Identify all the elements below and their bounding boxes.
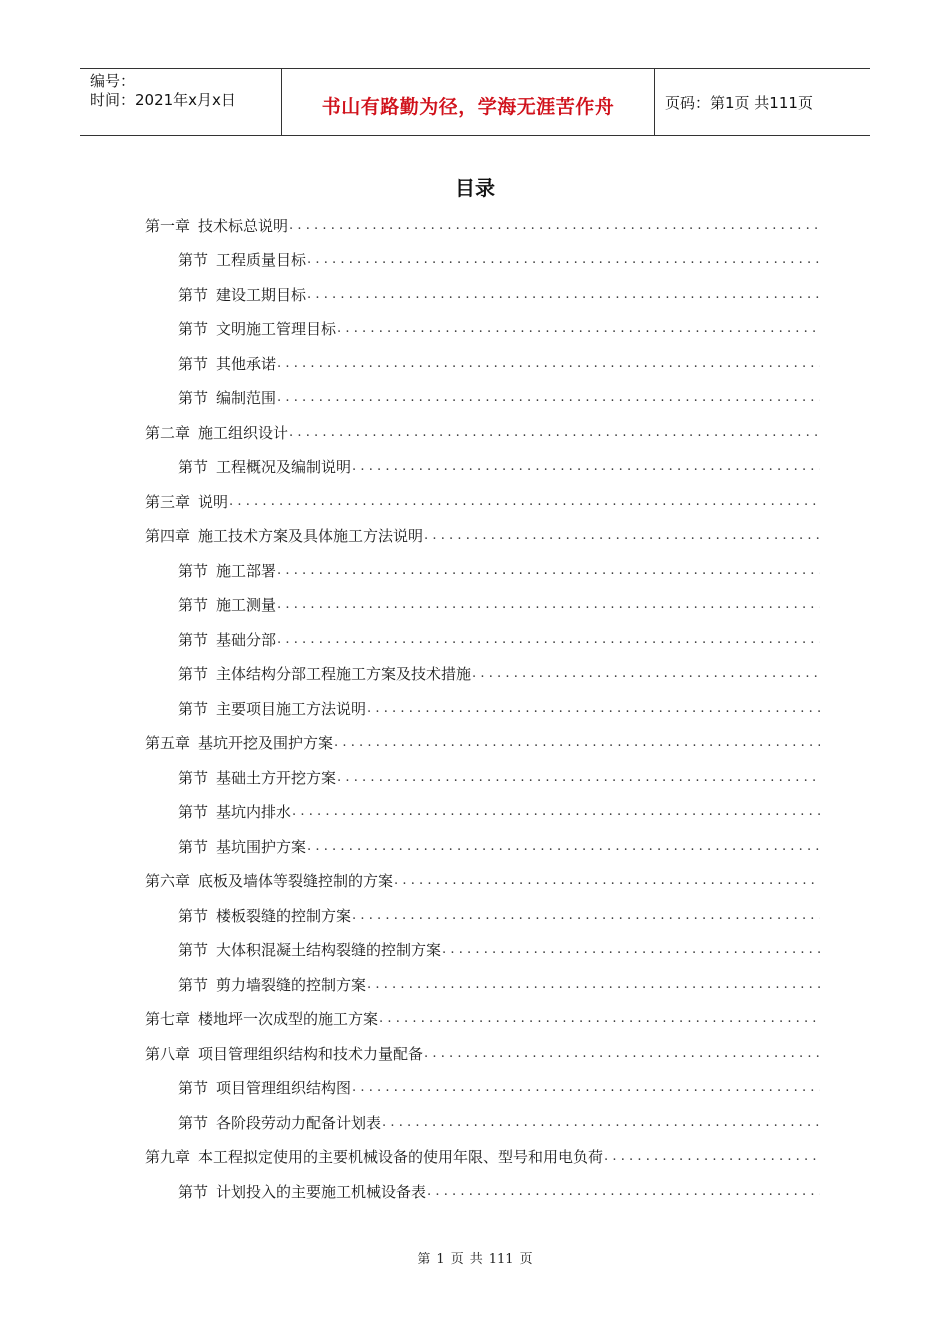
toc-entry-label [178,353,276,374]
toc-chapter-entry[interactable] [145,726,820,761]
toc-dot-leader [292,804,820,819]
toc-entry-number: 第节 [178,906,209,925]
document-number-label: 编号： [90,72,136,90]
toc-entry-number: 第三章 [145,492,191,511]
toc-dot-leader [424,528,820,543]
toc-section-entry[interactable] [145,622,820,657]
toc-entry-label [178,284,306,305]
toc-dot-leader [442,942,820,957]
toc-entry-text: 文明施工管理目标 [216,320,337,339]
toc-entry-label [145,870,393,891]
toc-dot-leader [352,1080,820,1095]
toc-dot-leader [352,459,820,474]
toc-entry-number: 第五章 [145,734,191,753]
page-header-table [80,68,870,136]
toc-entry-label [178,1077,351,1098]
toc-chapter-entry[interactable] [145,519,820,554]
toc-entry-text: 工程概况及编制说明 [216,458,352,477]
toc-entry-label [178,387,276,408]
toc-entry-text: 底板及墙体等裂缝控制的方案 [198,872,394,891]
toc-entry-number: 第节 [178,285,209,304]
toc-entry-text: 大体积混凝土结构裂缝的控制方案 [216,941,442,960]
toc-chapter-entry[interactable] [145,1036,820,1071]
toc-entry-text: 计划投入的主要施工机械设备表 [216,1182,427,1201]
toc-entry-text: 基础分部 [216,630,277,649]
toc-section-entry[interactable] [145,450,820,485]
footer-prefix: 第 [417,1252,431,1267]
toc-entry-text: 项目管理组织结构图 [216,1079,352,1098]
toc-section-entry[interactable] [145,657,820,692]
toc-dot-leader [337,321,820,336]
toc-entry-label [178,801,291,822]
toc-section-entry[interactable] [145,553,820,588]
toc-entry-label [178,974,366,995]
toc-dot-leader [367,977,820,992]
toc-entry-text: 其他承诺 [216,354,277,373]
toc-dot-leader [382,1115,820,1130]
toc-entry-text: 施工组织设计 [198,423,289,442]
toc-entry-label [178,1112,381,1133]
toc-entry-number: 第六章 [145,872,191,891]
toc-section-entry[interactable] [145,829,820,864]
toc-dot-leader [427,1184,820,1199]
header-motto-cell [282,69,655,135]
toc-section-entry[interactable] [145,760,820,795]
toc-entry-text: 基坑开挖及围护方案 [198,734,334,753]
toc-dot-leader [394,873,820,888]
toc-section-entry[interactable] [145,381,820,416]
toc-entry-text: 技术标总说明 [198,216,289,235]
toc-dot-leader [472,666,820,681]
toc-dot-leader [277,632,820,647]
toc-section-entry[interactable] [145,1071,820,1106]
toc-entry-label [178,629,276,650]
toc-entry-label [178,1181,426,1202]
toc-section-entry[interactable] [145,277,820,312]
toc-entry-label [178,663,471,684]
footer-total-pages: 111 [488,1252,514,1267]
table-of-contents [145,208,820,1209]
toc-entry-number: 第节 [178,699,209,718]
toc-section-entry[interactable] [145,1174,820,1209]
toc-dot-leader [307,252,820,267]
toc-chapter-entry[interactable] [145,1002,820,1037]
toc-dot-leader [229,494,820,509]
toc-entry-label [178,594,276,615]
toc-entry-text: 施工部署 [216,561,277,580]
toc-entry-label [145,732,333,753]
toc-entry-text: 基础土方开挖方案 [216,768,337,787]
toc-dot-leader [277,356,820,371]
toc-entry-number: 第节 [178,320,209,339]
toc-entry-text: 工程质量目标 [216,251,307,270]
header-motto: 书山有路勤为径，学海无涯苦作舟 [321,95,615,118]
toc-section-entry[interactable] [145,312,820,347]
toc-entry-text: 施工技术方案及具体施工方法说明 [198,527,424,546]
footer-suffix: 页 [519,1252,533,1267]
document-date-label: 时间：2021年x月x日 [90,91,236,109]
toc-section-entry[interactable] [145,933,820,968]
toc-section-entry[interactable] [145,346,820,381]
toc-entry-label [145,1146,603,1167]
toc-entry-label [145,1008,378,1029]
toc-entry-number: 第节 [178,561,209,580]
toc-entry-number: 第节 [178,941,209,960]
toc-dot-leader [277,390,820,405]
toc-entry-label [178,560,276,581]
toc-entry-label [178,767,336,788]
toc-entry-label [145,491,228,512]
toc-dot-leader [289,218,820,233]
toc-entry-label [178,249,306,270]
toc-entry-label [145,525,423,546]
toc-entry-number: 第一章 [145,216,191,235]
header-meta-cell [80,69,282,135]
toc-entry-text: 各阶段劳动力配备计划表 [216,1113,382,1132]
toc-chapter-entry[interactable] [145,1140,820,1175]
toc-entry-label [145,215,288,236]
toc-entry-text: 编制范围 [216,389,277,408]
toc-entry-number: 第节 [178,458,209,477]
footer-total-word: 共 [469,1252,483,1267]
toc-entry-label [178,456,351,477]
toc-section-entry[interactable] [145,243,820,278]
toc-chapter-entry[interactable] [145,864,820,899]
toc-dot-leader [379,1011,820,1026]
toc-entry-number: 第八章 [145,1044,191,1063]
toc-dot-leader [424,1046,820,1061]
toc-entry-label [178,318,336,339]
toc-entry-label [178,698,366,719]
toc-chapter-entry[interactable] [145,208,820,243]
toc-entry-text: 项目管理组织结构和技术力量配备 [198,1044,424,1063]
toc-section-entry[interactable] [145,967,820,1002]
toc-entry-label [145,422,288,443]
toc-entry-text: 楼板裂缝的控制方案 [216,906,352,925]
toc-dot-leader [307,839,820,854]
toc-entry-number: 第节 [178,803,209,822]
toc-entry-text: 建设工期目标 [216,285,307,304]
toc-entry-number: 第节 [178,837,209,856]
toc-entry-text: 主体结构分部工程施工方案及技术措施 [216,665,472,684]
toc-dot-leader [352,908,820,923]
toc-entry-text: 基坑内排水 [216,803,292,822]
toc-entry-number: 第节 [178,630,209,649]
toc-entry-number: 第节 [178,1079,209,1098]
toc-dot-leader [277,597,820,612]
toc-section-entry[interactable] [145,588,820,623]
toc-entry-number: 第节 [178,665,209,684]
toc-section-entry[interactable] [145,691,820,726]
toc-entry-label [178,836,306,857]
toc-entry-number: 第七章 [145,1010,191,1029]
toc-chapter-entry[interactable] [145,415,820,450]
toc-dot-leader [367,701,820,716]
toc-dot-leader [337,770,820,785]
toc-entry-number: 第节 [178,251,209,270]
toc-entry-text: 本工程拟定使用的主要机械设备的使用年限、型号和用电负荷 [198,1148,604,1167]
footer-current-page: 1 [436,1252,445,1267]
toc-entry-text: 施工测量 [216,596,277,615]
page-footer [0,1248,950,1267]
toc-entry-text: 主要项目施工方法说明 [216,699,367,718]
toc-dot-leader [334,735,820,750]
footer-page-word: 页 [450,1252,464,1267]
toc-dot-leader [604,1149,820,1164]
toc-entry-number: 第节 [178,596,209,615]
toc-entry-label [145,1043,423,1064]
toc-section-entry[interactable] [145,795,820,830]
toc-entry-number: 第节 [178,768,209,787]
toc-entry-label [178,939,441,960]
toc-entry-number: 第九章 [145,1148,191,1167]
toc-entry-number: 第四章 [145,527,191,546]
toc-dot-leader [289,425,820,440]
toc-entry-number: 第节 [178,1113,209,1132]
toc-entry-number: 第节 [178,975,209,994]
toc-entry-text: 剪力墙裂缝的控制方案 [216,975,367,994]
header-page-cell [655,69,870,135]
toc-entry-text: 说明 [198,492,229,511]
header-page-label: 页码：第1页 共111页 [665,93,813,112]
toc-dot-leader [277,563,820,578]
toc-dot-leader [307,287,820,302]
toc-entry-number: 第节 [178,354,209,373]
toc-section-entry[interactable] [145,1105,820,1140]
toc-section-entry[interactable] [145,898,820,933]
toc-entry-number: 第二章 [145,423,191,442]
toc-entry-number: 第节 [178,389,209,408]
toc-entry-text: 楼地坪一次成型的施工方案 [198,1010,379,1029]
toc-entry-number: 第节 [178,1182,209,1201]
toc-title: 目录 [455,176,495,200]
toc-entry-label [178,905,351,926]
toc-chapter-entry[interactable] [145,484,820,519]
toc-entry-text: 基坑围护方案 [216,837,307,856]
